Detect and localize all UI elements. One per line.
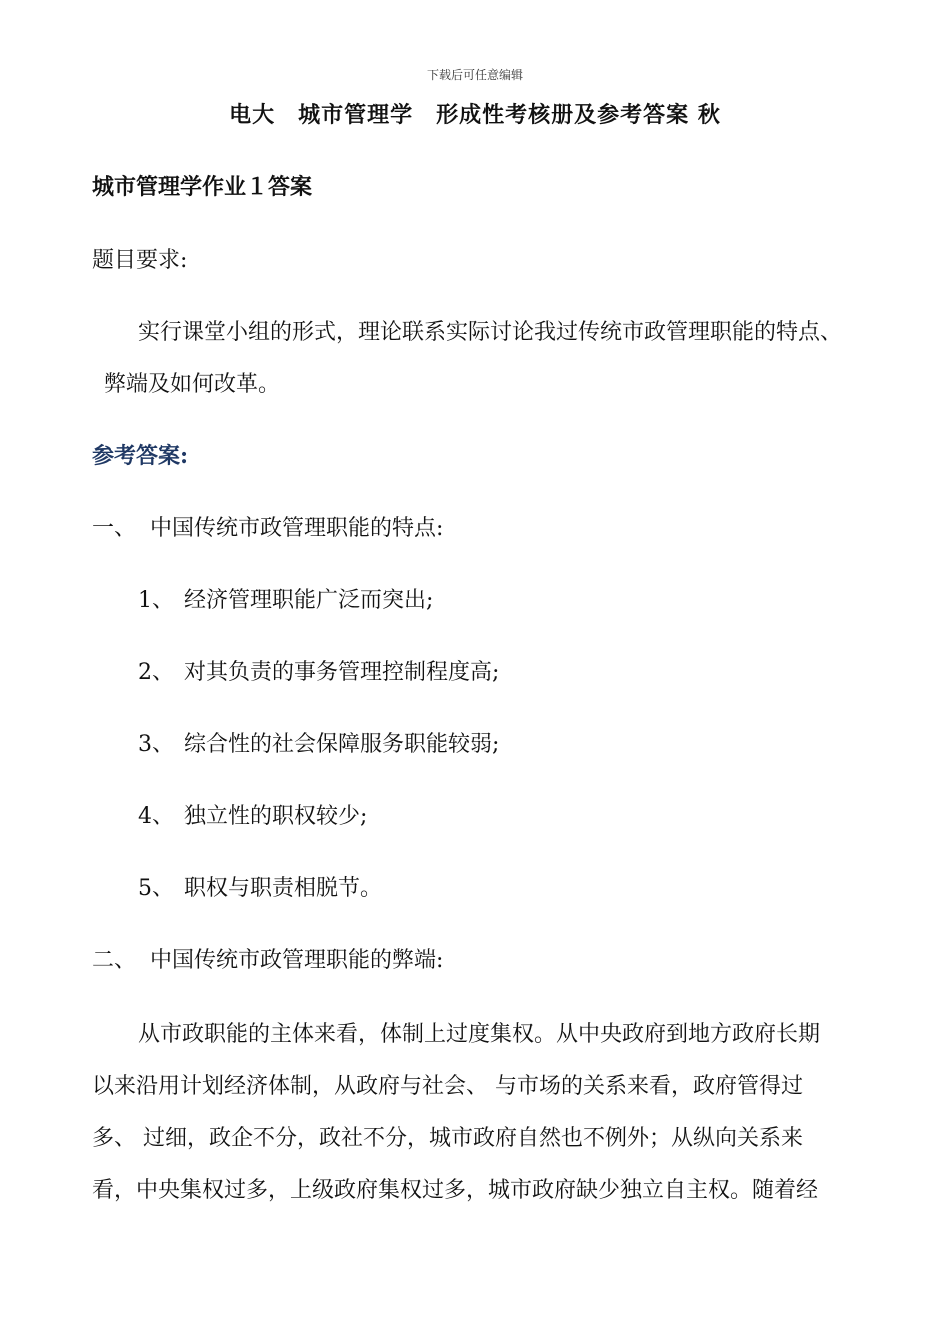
question-text-line-1: 实行课堂小组的形式，理论联系实际讨论我过传统市政管理职能的特点、 <box>138 320 843 345</box>
list-item-text: 对其负责的事务管理控制程度高; <box>184 660 500 685</box>
question-label: 题目要求: <box>92 248 188 273</box>
list-item-number: 2、 <box>138 660 174 685</box>
list-item-number: 1、 <box>138 588 174 613</box>
part2-number: 二、 <box>92 948 137 973</box>
part1-heading-text: 中国传统市政管理职能的特点: <box>150 516 444 541</box>
document-title: 电大 城市管理学 形成性考核册及参考答案 秋 <box>229 102 721 128</box>
paragraph-line-1: 从市政职能的主体来看，体制上过度集权。从中央政府到地方政府长期 <box>138 1022 821 1047</box>
list-item-number: 4、 <box>138 804 174 829</box>
answer-label: 参考答案: <box>92 443 189 469</box>
list-item-number: 5、 <box>138 876 174 901</box>
list-item <box>138 583 433 614</box>
paragraph-line-4: 看，中央集权过多，上级政府集权过多，城市政府缺少独立自主权。随着经 <box>92 1178 819 1203</box>
list-item <box>138 727 499 758</box>
section-title: 城市管理学作业１答案 <box>92 174 313 200</box>
list-item-text: 职权与职责相脱节。 <box>184 876 383 901</box>
list-item-text: 经济管理职能广泛而突出; <box>184 588 434 613</box>
list-item-text: 独立性的职权较少; <box>184 804 368 829</box>
part1-number: 一、 <box>92 516 137 541</box>
part2-heading <box>92 943 443 974</box>
part1-heading <box>92 511 443 542</box>
header-note: 下载后可任意编辑 <box>426 68 523 82</box>
part2-heading-text: 中国传统市政管理职能的弊端: <box>150 948 444 973</box>
list-item-text: 综合性的社会保障服务职能较弱; <box>184 732 500 757</box>
list-item-number: 3、 <box>138 732 174 757</box>
paragraph-line-2: 以来沿用计划经济体制，从政府与社会、 与市场的关系来看，政府管得过 <box>92 1074 803 1099</box>
list-item <box>138 871 382 902</box>
list-item <box>138 799 367 830</box>
paragraph-line-3: 多、 过细，政企不分，政社不分，城市政府自然也不例外；从纵向关系来 <box>92 1126 803 1151</box>
list-item <box>138 655 499 686</box>
question-text-line-2: 弊端及如何改革。 <box>104 372 281 397</box>
